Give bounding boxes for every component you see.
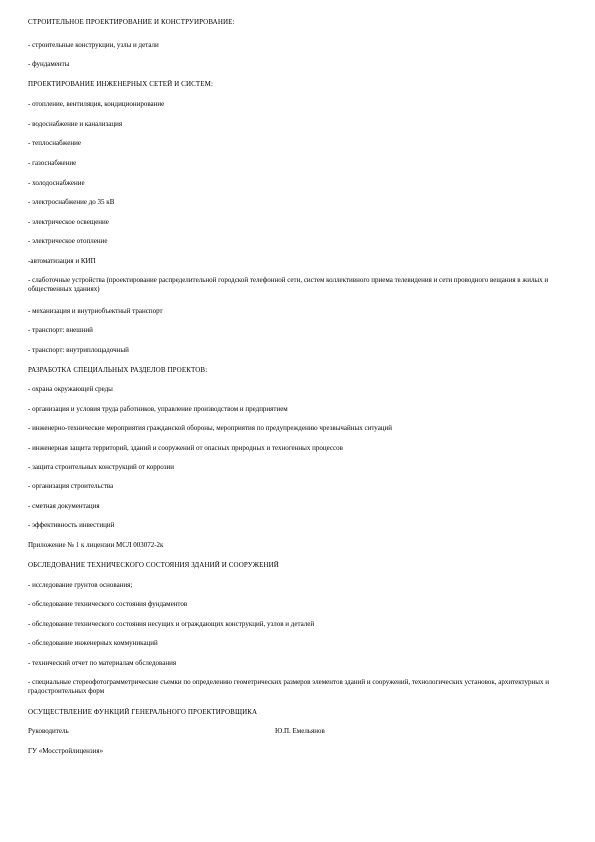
signature-organization: ГУ «Мосстройлицензия»	[28, 747, 104, 755]
signature-name: Ю.П. Емельянов	[275, 727, 325, 735]
list-item: - технический отчет по материалам обследования	[28, 659, 177, 667]
list-item: - транспорт: внутриплощадочный	[28, 346, 129, 354]
list-item: - охрана окружающей среды	[28, 385, 113, 393]
section-heading-inspection: ОБСЛЕДОВАНИЕ ТЕХНИЧЕСКОГО СОСТОЯНИЯ ЗДАНИЙ И СООРУЖЕНИЙ	[28, 561, 279, 569]
appendix-number-link[interactable]: 1	[75, 541, 80, 549]
list-item: - сметная документация	[28, 502, 100, 510]
list-item: - фундаменты	[28, 60, 70, 68]
list-item: - инженерно-технические мероприятия гражданской обороны, мероприятия по предупреждению чрезвычайных ситуаций	[28, 424, 393, 432]
list-item: - отопление, вентиляция, кондиционирование	[28, 100, 165, 108]
list-item: -автоматизация и КИП	[28, 257, 96, 265]
list-item: - электроснабжение до 35 кВ	[28, 198, 115, 206]
list-item: - эффективность инвестиций	[28, 521, 115, 529]
section-heading-engineering-networks: ПРОЕКТИРОВАНИЕ ИНЖЕНЕРНЫХ СЕТЕЙ И СИСТЕМ:	[28, 80, 213, 88]
list-item: - обследование технического состояния несущих и ограждающих конструкций, узлов и деталей	[28, 620, 315, 628]
list-item: - механизация и внутриобъектный транспорт	[28, 307, 163, 315]
list-item: - защита строительных конструкций от коррозии	[28, 463, 174, 471]
section-heading-special-sections: РАЗРАБОТКА СПЕЦИАЛЬНЫХ РАЗДЕЛОВ ПРОЕКТОВ:	[28, 366, 208, 374]
appendix-reference	[28, 541, 568, 550]
list-item: - водоснабжение и канализация	[28, 120, 123, 128]
list-item: - слаботочные устройства (проектирование распределительной городской телефонной сети, систем коллективного приема телевидения и сети проводного вещания в жилых и общественных зданиях)	[28, 276, 549, 293]
list-item: - теплоснабжение	[28, 139, 81, 147]
appendix-prefix: Приложение №	[28, 541, 76, 549]
list-item: - строительные конструкции, узлы и детали	[28, 41, 159, 49]
list-item: - специальные стереофотограмметрические съемки по определению геометрических размеров элементов зданий и сооружений, технологических установок, архитектурных и градостроительных форм	[28, 678, 549, 695]
section-heading-structural-design: СТРОИТЕЛЬНОЕ ПРОЕКТИРОВАНИЕ И КОНСТРУИРОВАНИЕ:	[28, 18, 235, 26]
list-item: - организация строительства	[28, 482, 114, 490]
section-heading-general-designer: ОСУЩЕСТВЛЕНИЕ ФУНКЦИЙ ГЕНЕРАЛЬНОГО ПРОЕКТИРОВЩИКА	[28, 708, 258, 716]
list-item: - обследование инженерных коммуникаций	[28, 639, 158, 647]
list-item: - газоснабжение	[28, 159, 77, 167]
list-item: - исследование грунтов основания;	[28, 581, 133, 589]
appendix-suffix: к лицензии МСЛ 003072-2к	[79, 541, 164, 549]
list-item: - электрическое освещение	[28, 218, 109, 226]
list-item: - холодоснабжение	[28, 179, 85, 187]
list-item: - электрическое отопление	[28, 237, 108, 245]
signature-role: Руководитель	[28, 727, 69, 735]
list-item: - обследование технического состояния фундаментов	[28, 600, 188, 608]
list-item: - инженерная защита территорий, зданий и сооружений от опасных природных и техногенных процессов	[28, 444, 343, 452]
list-item: - организация и условия труда работников, управление производством и предприятием	[28, 405, 288, 413]
list-item: - транспорт: внешний	[28, 326, 93, 334]
